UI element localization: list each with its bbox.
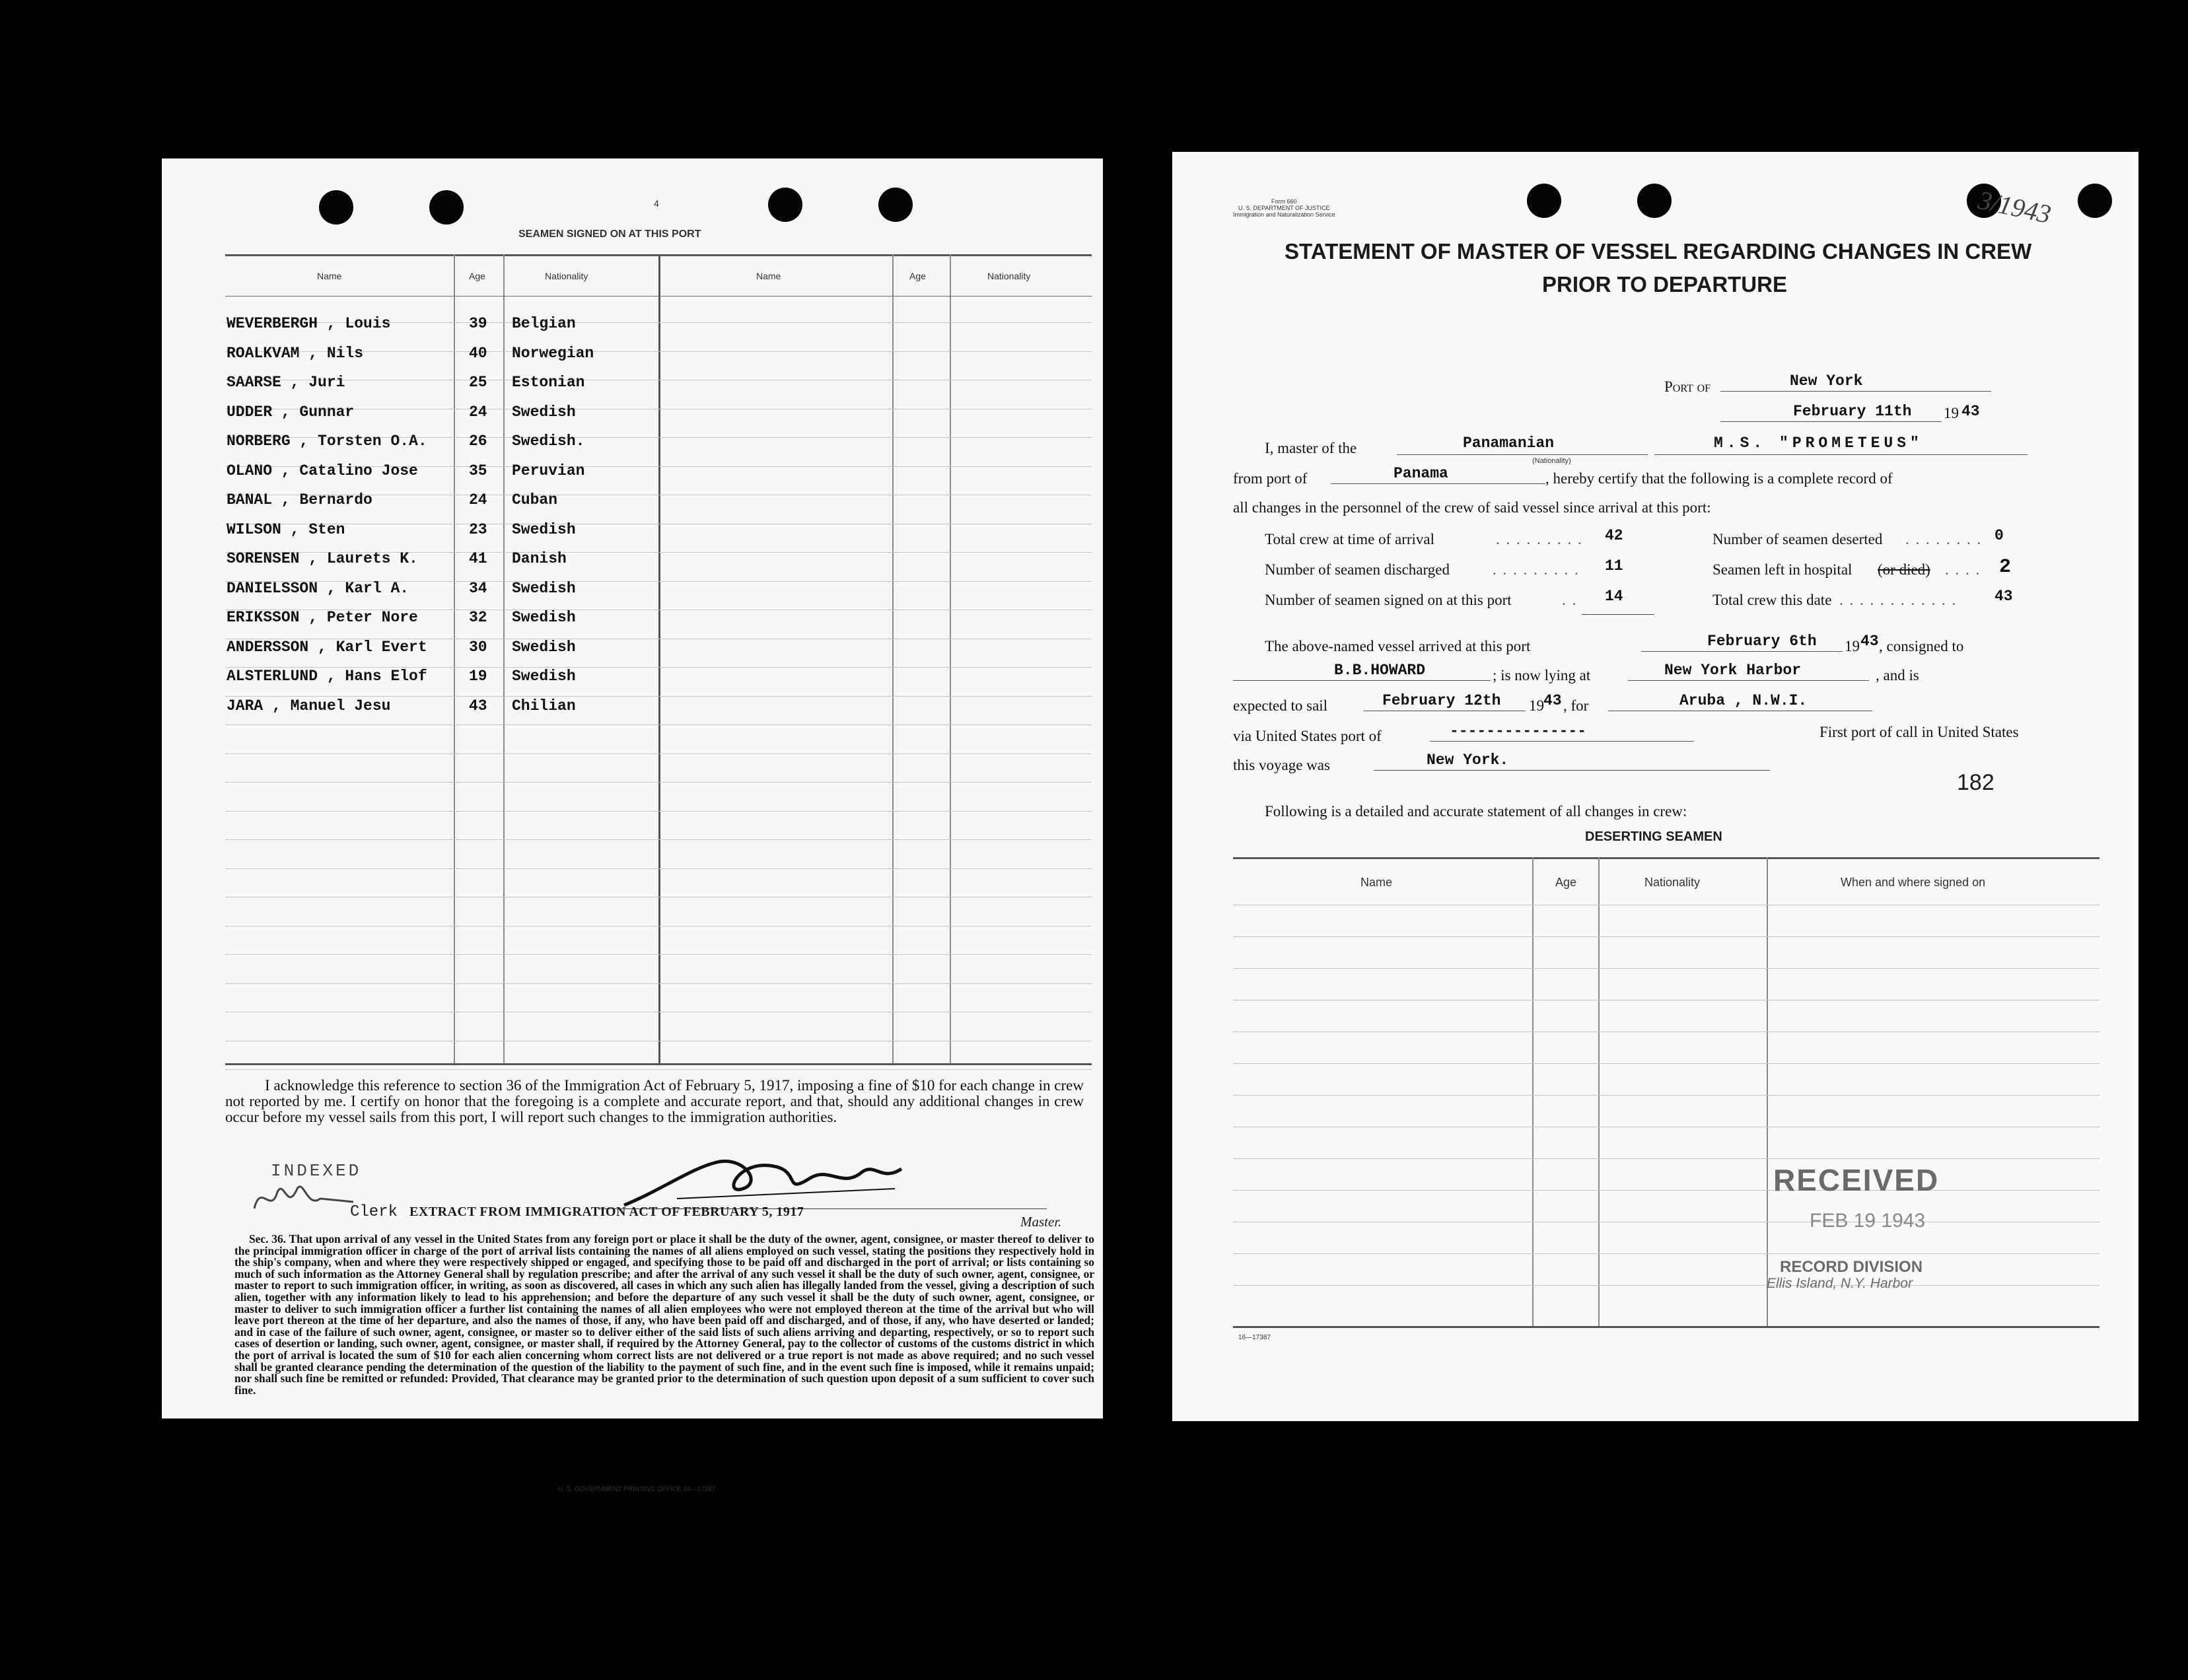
seaman-nationality: Swedish.: [512, 433, 585, 450]
table-top-rule: [1233, 857, 2100, 859]
seaman-nationality: Swedish: [512, 638, 576, 656]
first-port-label: First port of call in United States: [1819, 724, 2019, 740]
table-rule-line: [225, 724, 1092, 725]
page-number: 4: [654, 198, 659, 209]
seaman-age: 24: [469, 491, 487, 508]
seaman-age: 24: [469, 403, 487, 421]
col-header-nationality: Nationality: [545, 271, 588, 281]
discharged-label: Number of seamen discharged: [1265, 561, 1450, 578]
seaman-name: WILSON , Sten: [227, 520, 345, 538]
table-rule-line: [225, 782, 1092, 783]
table-rule-line: [1233, 1095, 2100, 1096]
column-divider: [950, 254, 951, 1065]
seaman-name: NORBERG , Torsten O.A.: [227, 433, 427, 450]
seaman-age: 32: [469, 609, 487, 626]
seaman-name: DANIELSSON , Karl A.: [227, 579, 409, 597]
following-text: Following is a detailed and accurate statement of all changes in crew:: [1265, 803, 1687, 820]
date-year-suffix: 43: [1961, 403, 1980, 420]
total-crew-arrival-label: Total crew at time of arrival: [1265, 531, 1435, 547]
column-divider: [1767, 857, 1768, 1326]
table-rule-line: [1233, 1158, 2100, 1159]
leader-dots: . . . . . . . . .: [1493, 561, 1580, 578]
port-label: Port of: [1664, 378, 1711, 395]
signed-on-label: Number of seamen signed on at this port: [1265, 592, 1512, 608]
desert-col-age: Age: [1555, 876, 1577, 889]
port-value: New York: [1790, 372, 1863, 390]
field-underline: [1628, 680, 1869, 681]
seaman-nationality: Swedish: [512, 579, 576, 597]
column-divider: [892, 254, 894, 1065]
nationality-value: Panamanian: [1463, 435, 1555, 452]
seaman-name: WEVERBERGH , Louis: [227, 315, 391, 332]
field-underline: [1397, 454, 1648, 455]
table-rule-line: [1233, 1190, 2100, 1191]
field-underline: [1720, 391, 1991, 392]
table-rule-line: [225, 839, 1092, 840]
indexed-stamp: INDEXED: [271, 1161, 362, 1181]
arrived-label: The above-named vessel arrived at this port: [1265, 638, 1531, 654]
seaman-name: SORENSEN , Laurets K.: [227, 550, 418, 567]
seaman-age: 25: [469, 374, 487, 391]
table-rule-line: [225, 983, 1092, 984]
voyage-value: New York.: [1427, 752, 1509, 769]
clerk-initials-signature: [248, 1175, 360, 1222]
seaman-nationality: Swedish: [512, 520, 576, 538]
seaman-age: 30: [469, 638, 487, 656]
form-title-line1: STATEMENT OF MASTER OF VESSEL REGARDING CHANGES IN CREW: [1285, 239, 2032, 263]
field-underline: [1233, 680, 1491, 681]
consignee-value: B.B.HOWARD: [1334, 662, 1426, 679]
expected-year-prefix: 19: [1529, 697, 1544, 714]
deserting-heading: DESERTING SEAMEN: [1585, 829, 1722, 844]
seaman-name: ANDERSSON , Karl Evert: [227, 638, 427, 656]
seaman-nationality: Swedish: [512, 403, 576, 421]
punch-hole: [2078, 184, 2112, 218]
field-underline: [1720, 421, 1942, 422]
leader-dots: . . . . . . . . .: [1496, 531, 1583, 547]
punch-hole: [319, 190, 353, 225]
column-divider: [503, 254, 505, 1065]
clerk-label: Clerk: [350, 1203, 398, 1221]
expected-year-suffix: 43: [1543, 692, 1562, 709]
seaman-nationality: Danish: [512, 550, 567, 567]
for-label: , for: [1563, 697, 1589, 714]
seaman-nationality: Belgian: [512, 315, 576, 332]
desert-col-nationality: Nationality: [1644, 876, 1701, 889]
seaman-nationality: Cuban: [512, 491, 558, 508]
hospital-label: Seamen left in hospital: [1712, 561, 1853, 578]
date-value: February 11th: [1793, 403, 1912, 420]
seaman-name: ALSTERLUND , Hans Elof: [227, 668, 427, 685]
seaman-nationality: Chilian: [512, 697, 576, 715]
expected-value: February 12th: [1382, 692, 1501, 709]
arrived-value: February 6th: [1707, 633, 1817, 650]
field-underline: [1654, 454, 2028, 455]
master-of-the-label: I, master of the: [1265, 440, 1357, 456]
section-36-text: Sec. 36. That upon arrival of any vessel in the United States from any foreign port or place it shall be the duty of the owner, agent, consignee, or master thereof to deliver to the principal immigration officer in charge of the port of arrival lists containing the names of all aliens employed on such vessel, stating the positions they respectively hold in the ship's company, when and where they were respectively shipped or engaged, and specifying those to be paid off and discharged in the port of arrival; or lists containing so much of such information as the Attorney General shall by regulation prescribe; and after the arrival of any such vessel it shall be the duty of such owner, agent, consignee, or master to report to such immigration officer, in writing, as soon as discovered, all cases in which any such alien has illegally landed from the vessel, giving a description of such alien, together with any information likely to lead to his apprehension; and before the departure of any such vessel it shall be the duty of such owner, agent, consignee, or master to deliver to such immigration officer a further list containing the names of all alien employees who were not employed thereon at the time of the arrival but who will leave port thereon at the time of her departure, and also the names of those, if any, who have been paid off and discharged, and of those, if any, who have deserted or landed; and in case of the failure of such owner, agent, consignee, or master so to deliver either of the said lists of such aliens arriving and departing, respectively, or so to report such cases of desertion or landing, such owner, agent, consignee, or master shall, if required by the Attorney General, pay to the collector of customs of the customs district in which the port of arrival is located the sum of $10 for each alien concerning whom correct lists are not delivered or a true report is not made as above required; and no such vessel shall be granted clearance pending the determination of the question of the liability to the payment of such fine, and in the event such fine is imposed, while it remains unpaid; nor shall such fine be remitted or refunded: Provided, That clearance may be granted prior to the determination of such question upon deposit of a sum sufficient to cover such fine.: [234, 1232, 1094, 1397]
voyage-label: this voyage was: [1233, 757, 1330, 773]
seaman-age: 43: [469, 697, 487, 715]
deserted-label: Number of seamen deserted: [1712, 531, 1883, 547]
table-bottom-rule: [225, 1063, 1092, 1065]
column-divider: [454, 254, 455, 1065]
arrived-year-suffix: 43: [1860, 633, 1879, 650]
date-year-prefix: 19: [1944, 405, 1959, 421]
leader-dots: . .: [1562, 592, 1578, 608]
table-rule-line: [225, 868, 1092, 869]
table-rule-line: [225, 926, 1092, 927]
received-stamp-division: RECORD DIVISION: [1780, 1258, 1923, 1276]
table-rule-line: [225, 954, 1092, 955]
header-rule: [225, 296, 1092, 297]
seaman-name: OLANO , Catalino Jose: [227, 462, 418, 479]
col-header-nationality: Nationality: [987, 271, 1031, 281]
nationality-caption: (Nationality): [1532, 457, 1571, 465]
col-header-name: Name: [317, 271, 342, 281]
seaman-nationality: Estonian: [512, 374, 585, 391]
desert-col-signed-on: When and where signed on: [1841, 876, 1986, 889]
hospital-value: 2: [1999, 556, 2012, 578]
seamen-signed-on-heading: SEAMEN SIGNED ON AT THIS PORT: [518, 228, 701, 240]
leader-dots: . . . . . . . .: [1905, 531, 1983, 547]
seaman-nationality: Swedish: [512, 609, 576, 626]
handwritten-number: 182: [1957, 770, 1994, 795]
master-label: Master.: [1020, 1214, 1062, 1230]
punch-hole: [768, 188, 802, 222]
column-divider: [658, 254, 660, 1065]
total-this-date-label: Total crew this date: [1712, 592, 1832, 608]
column-divider: [1598, 857, 1600, 1326]
destination-value: Aruba , N.W.I.: [1679, 692, 1808, 709]
acknowledgment-text: I acknowledge this reference to section 36 of the Immigration Act of February 5, 1917, imposing a fine of $10 for each change in crew not reported by me. I certify on honor that the foregoing is a complete and accurate report, and that, should any additional changes in crew occur before my vessel sails from this port, I will report such changes to the immigration authorities.: [225, 1077, 1084, 1125]
column-divider: [1532, 857, 1534, 1326]
seaman-age: 34: [469, 579, 487, 597]
seaman-age: 26: [469, 433, 487, 450]
extract-heading: EXTRACT FROM IMMIGRATION ACT OF FEBRUARY 5, 1917: [409, 1205, 804, 1219]
seaman-nationality: Norwegian: [512, 344, 594, 362]
table-rule-line: [225, 811, 1092, 812]
received-stamp: RECEIVED: [1773, 1163, 1940, 1197]
corner-handwritten-note: 3/1943: [1975, 184, 2054, 230]
form-number: 16—17387: [1238, 1334, 1271, 1341]
form-header: Form 660 U. S. DEPARTMENT OF JUSTICE Immigration and Naturalization Service: [1233, 198, 1335, 218]
table-rule-line: [225, 753, 1092, 754]
vessel-value: M.S. "PROMETEUS": [1714, 435, 1923, 452]
left-page: [162, 158, 1103, 1493]
seaman-age: 39: [469, 315, 487, 332]
seaman-age: 23: [469, 520, 487, 538]
deserted-value: 0: [1994, 527, 2004, 544]
lying-label: ; is now lying at: [1493, 667, 1591, 683]
punch-hole: [1637, 184, 1672, 218]
right-page: [1172, 152, 2138, 1421]
seaman-name: BANAL , Bernardo: [227, 491, 372, 508]
punch-hole: [429, 190, 464, 225]
seaman-name: SAARSE , Juri: [227, 374, 345, 391]
lying-value: New York Harbor: [1664, 662, 1802, 679]
desert-col-name: Name: [1360, 876, 1393, 889]
seaman-age: 40: [469, 344, 487, 362]
form-title-line2: PRIOR TO DEPARTURE: [1542, 272, 1787, 297]
table-rule-line: [225, 696, 1092, 697]
col-header-age: Age: [909, 271, 926, 281]
table-rule-line: [1233, 936, 2100, 937]
col-header-name: Name: [756, 271, 781, 281]
total-this-date-value: 43: [1994, 588, 2013, 605]
field-underline: [1374, 770, 1770, 771]
received-stamp-date: FEB 19 1943: [1810, 1210, 1926, 1232]
seaman-name: JARA , Manuel Jesu: [227, 697, 391, 715]
punch-hole: [1527, 184, 1561, 218]
via-label: via United States port of: [1233, 728, 1382, 744]
seaman-age: 19: [469, 668, 487, 685]
total-crew-arrival-value: 42: [1605, 527, 1623, 544]
sum-rule: [1582, 614, 1654, 615]
from-port-value: Panama: [1394, 465, 1448, 482]
received-stamp-location: Ellis Island, N.Y. Harbor: [1767, 1276, 1913, 1291]
field-underline: [1641, 651, 1843, 652]
table-bottom-rule: [1233, 1326, 2100, 1328]
table-rule-line: [1233, 968, 2100, 969]
and-is-text: , and is: [1876, 667, 1919, 683]
certify-text-2: all changes in the personnel of the crew of said vessel since arrival at this port:: [1233, 499, 1711, 516]
table-rule-line: [1233, 1285, 2100, 1286]
leader-dots: . . . . . . . . . . . .: [1839, 592, 1958, 608]
arrived-year-prefix: 19: [1845, 638, 1860, 654]
seaman-nationality: Peruvian: [512, 462, 585, 479]
seaman-name: ROALKVAM , Nils: [227, 344, 364, 362]
signed-on-value: 14: [1605, 588, 1623, 605]
field-underline: [1331, 483, 1545, 484]
printer-line: U. S. GOVERNMENT PRINTING OFFICE 16—17387: [558, 1486, 716, 1493]
hospital-struck-text: (or died): [1878, 561, 1930, 578]
seaman-age: 35: [469, 462, 487, 479]
certify-text: , hereby certify that the following is a complete record of: [1545, 470, 1893, 487]
seaman-age: 41: [469, 550, 487, 567]
expected-label: expected to sail: [1233, 697, 1328, 714]
seaman-nationality: Swedish: [512, 668, 576, 685]
table-rule-line: [1233, 1063, 2100, 1064]
discharged-value: 11: [1605, 557, 1623, 575]
table-rule-line: [225, 1069, 1092, 1070]
leader-dots: . . . .: [1945, 561, 1981, 578]
table-rule-line: [1233, 1253, 2100, 1254]
via-value: ---------------: [1450, 722, 1587, 740]
seaman-name: ERIKSSON , Peter Nore: [227, 609, 418, 626]
punch-hole: [878, 188, 913, 222]
field-underline: [1430, 741, 1694, 742]
from-port-label: from port of: [1233, 470, 1308, 487]
seaman-name: UDDER , Gunnar: [227, 403, 355, 421]
consigned-label: , consigned to: [1879, 638, 1964, 654]
col-header-age: Age: [469, 271, 485, 281]
